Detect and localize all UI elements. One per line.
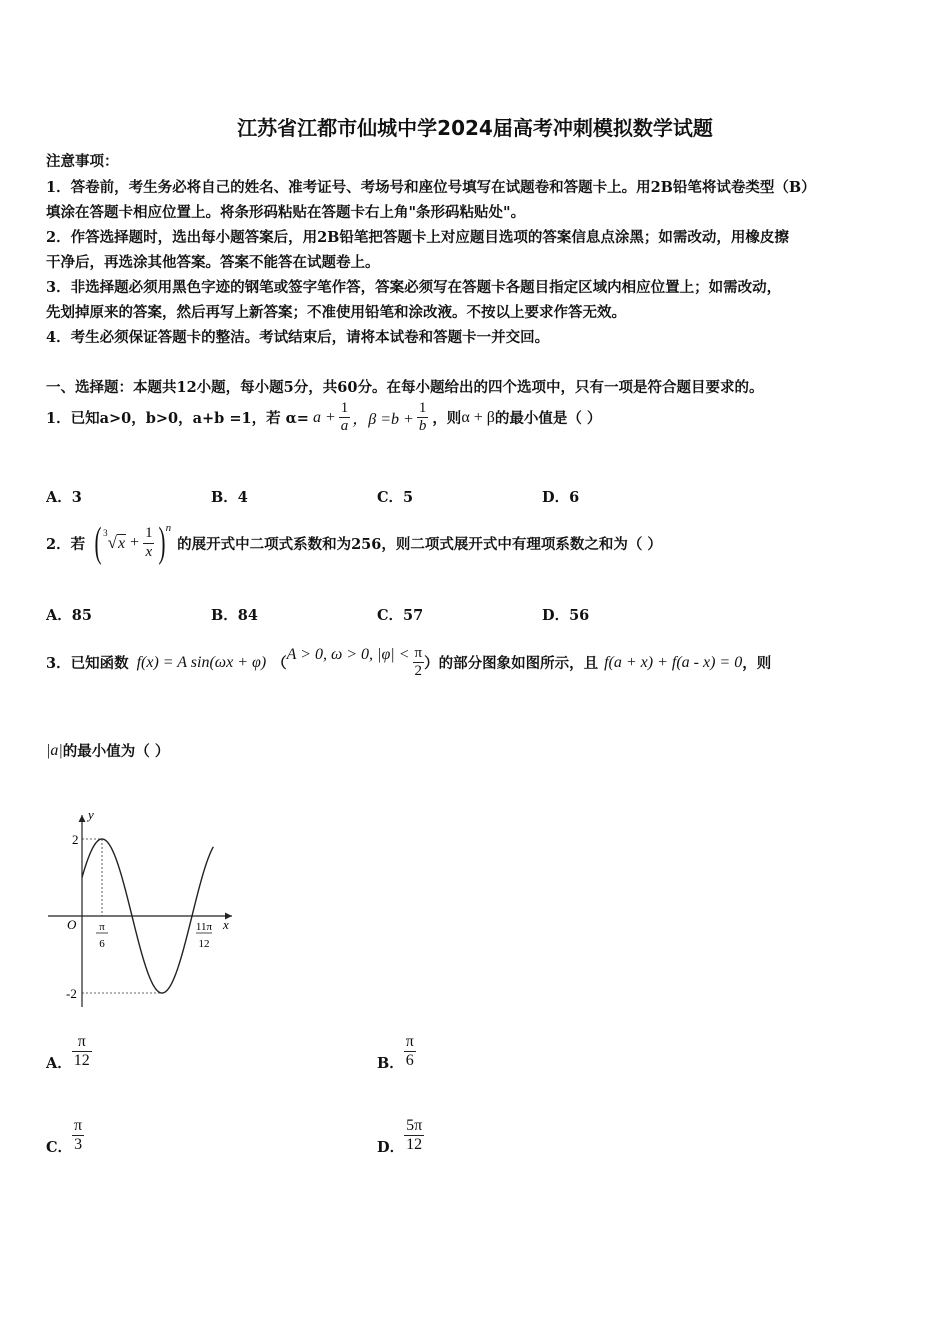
- q2-plus: +: [130, 534, 140, 551]
- q1-beta-den: b: [418, 418, 427, 435]
- q3-abs-a: |a|: [46, 741, 63, 759]
- q1-beta-lhs: ，β =b +: [352, 411, 414, 429]
- notice-line-1: 1．答卷前，考生务必将自己的姓名、准考证号、考场号和座位号填写在试题卷和答题卡上。用2B铅笔将试卷类型（B）: [46, 179, 816, 196]
- q2-radicand: x: [117, 534, 126, 552]
- q1-option-c: C．5: [377, 489, 414, 506]
- q3-then: ，则: [742, 655, 772, 673]
- q3-option-c-label: C．: [46, 1139, 73, 1156]
- q3-option-c-den: 3: [74, 1136, 83, 1153]
- q2-option-c: C．57: [377, 607, 424, 624]
- q2-root-index: 3: [103, 528, 108, 538]
- q1-alpha-num: 1: [340, 400, 349, 416]
- y-min-label: -2: [66, 986, 77, 1001]
- q1-condition: a>0，b>0，a+b =1，若 α=: [99, 410, 309, 428]
- q3-option-c: [46, 1114, 84, 1157]
- q1-expression: α + β: [461, 408, 495, 426]
- q1-then: ，则: [432, 410, 462, 428]
- notice-line-6: 先划掉原来的答案，然后再写上新答案；不准使用铅笔和涂改液。不按以上要求作答无效。: [46, 304, 626, 321]
- question-3: [46, 645, 771, 681]
- tick-11pi-12-num: 11π: [195, 921, 213, 933]
- q2-frac-num: 1: [145, 525, 153, 542]
- section-header: 一、选择题：本题共12小题，每小题5分，共60分。在每小题给出的四个选项中，只有一项是符合题目要求的。: [46, 379, 764, 396]
- q1-suffix: 的最小值是（ ）: [494, 410, 602, 428]
- q2-suffix: 的展开式中二项式系数和为256，则二项式展开式中有理项系数之和为（ ）: [177, 535, 662, 553]
- q2-option-a: A．85: [46, 607, 92, 624]
- notice-heading: 注意事项：: [46, 153, 119, 170]
- q3-option-b: [377, 1030, 416, 1073]
- q3-prefix: 3．已知函数: [46, 655, 129, 673]
- q3-option-b-label: B．: [377, 1055, 404, 1072]
- q3-line2-suffix: 的最小值为（ ）: [62, 743, 170, 760]
- notice-line-7: 4．考生必须保证答题卡的整洁。考试结束后，请将本试卷和答题卡一并交回。: [46, 329, 550, 346]
- notice-line-4: 干净后，再选涂其他答案。答案不能答在试题卷上。: [46, 254, 380, 271]
- x-axis-label: x: [223, 917, 229, 932]
- q2-left-paren: (: [94, 520, 102, 566]
- q1-option-b: B．4: [211, 489, 248, 506]
- q2-exponent: n: [165, 522, 172, 534]
- q1-beta-fraction: [417, 400, 429, 436]
- q3-option-a-den: 12: [73, 1052, 90, 1069]
- q3-option-d: [377, 1114, 424, 1157]
- q3-option-d-num: 5π: [406, 1116, 423, 1134]
- q3-option-a-label: A．: [46, 1055, 72, 1072]
- q2-frac-den: x: [145, 543, 153, 560]
- question-1: [46, 400, 601, 436]
- q1-alpha-den: a: [340, 418, 349, 435]
- q2-prefix: 2．若: [46, 535, 86, 553]
- tick-11pi-12-den: 12: [198, 938, 210, 950]
- q3-relation: f(a + x) + f(a - x) = 0: [604, 653, 743, 671]
- q3-option-d-label: D．: [377, 1139, 405, 1156]
- q3-option-a-num: π: [77, 1032, 86, 1050]
- question-2: [46, 522, 662, 564]
- notice-line-5: 3．非选择题必须用黑色字迹的钢笔或签字笔作答，答案必须写在答题卡各题目指定区域内相应位置上；如需改动，: [46, 279, 782, 296]
- q2-radical-icon: √: [107, 533, 117, 552]
- y-axis-label: y: [88, 807, 94, 822]
- notice-line-2: 填涂在答题卡相应位置上。将条形码粘贴在答题卡右上角"条形码粘贴处"。: [46, 204, 526, 221]
- q1-alpha-fraction: [339, 400, 351, 436]
- y-max-label: 2: [72, 832, 79, 847]
- q3-function: f(x) = A sin(ωx + φ): [136, 653, 267, 671]
- q2-right-paren: ): [158, 520, 166, 566]
- q3-pi-den: 2: [414, 663, 423, 680]
- q3-sine-graph: [44, 805, 244, 1020]
- q3-option-b-den: 6: [405, 1052, 414, 1069]
- q1-beta-num: 1: [418, 400, 427, 416]
- q3-option-c-fraction: [72, 1117, 84, 1155]
- q3-option-a-fraction: [72, 1033, 92, 1071]
- q3-condition: A > 0, ω > 0, |φ| <: [286, 645, 410, 663]
- q2-fraction: [143, 525, 155, 561]
- q3-option-a: [46, 1030, 92, 1073]
- notice-line-3: 2．作答选择题时，选出每小题答案后，用2B铅笔把答题卡上对应题目选项的答案信息点涂黑；如需改动，用橡皮擦: [46, 229, 789, 246]
- q1-option-a: A．3: [46, 489, 82, 506]
- q3-option-b-fraction: [404, 1033, 416, 1071]
- q3-option-c-num: π: [74, 1116, 83, 1134]
- q3-cond-close: ）的部分图象如图所示，且: [424, 655, 599, 673]
- q1-prefix: 1．已知: [46, 410, 100, 428]
- q3-cond-open: （: [272, 655, 287, 673]
- q3-pi-over-2: [413, 645, 425, 681]
- q2-option-b: B．84: [211, 607, 258, 624]
- q3-option-d-fraction: [404, 1117, 424, 1155]
- q3-option-b-num: π: [405, 1032, 414, 1050]
- origin-label: O: [67, 917, 77, 932]
- q3-option-d-den: 12: [406, 1136, 423, 1153]
- q3-line-2: [46, 740, 169, 761]
- q2-expression: [91, 522, 171, 564]
- tick-pi-6-num: π: [99, 921, 105, 933]
- q2-option-d: D．56: [542, 607, 590, 624]
- tick-pi-6-den: 6: [99, 938, 105, 950]
- q1-alpha-lhs: a +: [312, 408, 336, 426]
- q3-pi-num: π: [414, 645, 423, 661]
- q1-option-d: D．6: [542, 489, 580, 506]
- page-title: 江苏省江都市仙城中学2024届高考冲刺模拟数学试题: [237, 116, 713, 140]
